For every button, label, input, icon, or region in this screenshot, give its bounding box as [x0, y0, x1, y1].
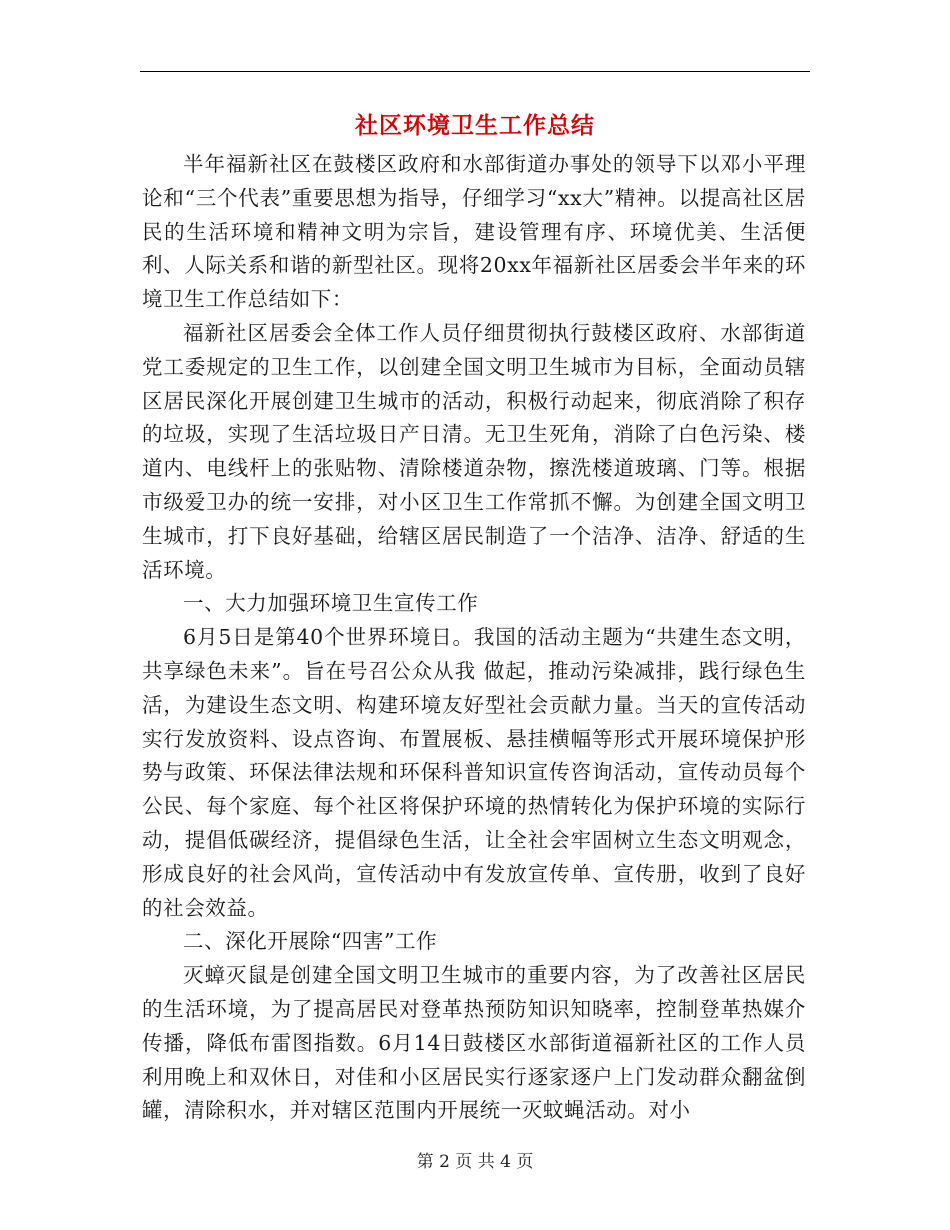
document-title: 社区环境卫生工作总结 — [355, 112, 595, 139]
page-number: 第 2 页 共 4 页 — [416, 1152, 534, 1172]
section-heading-publicity: 一、大力加强环境卫生宣传工作 — [183, 591, 479, 616]
header-rule — [140, 71, 810, 72]
section-heading-pests: 二、深化开展除“四害”工作 — [183, 929, 438, 954]
document-body — [142, 148, 806, 1128]
paragraph-intro: 半年福新社区在鼓楼区政府和水部街道办事处的领导下以邓小平理论和“三个代表”重要思想为指导，仔细学习“xx大”精神。以提高社区居民的生活环境和精神文明为宗旨，建设管理有序、环境优美、生活便利、人际关系和谐的新型社区。现将20xx年福新社区居委会半年来的环境卫生工作总结如下： — [142, 152, 806, 312]
paragraph-pests: 灭蟑灭鼠是创建全国文明卫生城市的重要内容，为了改善社区居民的生活环境，为了提高居民对登革热预防知识知晓率，控制登革热媒介传播，降低布雷图指数。6月14日鼓楼区水部街道福新社区的工作人员利用晚上和双休日，对佳和小区居民实行逐家逐户上门发动群众翻盆倒罐，清除积水，并对辖区范围内开展统一灭蚊蝇活动。对小 — [142, 963, 806, 1123]
paragraph-publicity: 6月5日是第40个世界环境日。我国的活动主题为“共建生态文明，共享绿色未来”。旨在号召公众从我 做起，推动污染减排，践行绿色生活，为建设生态文明、构建环境友好型社会贡献力量。当天的宣传活动实行发放资料、设点咨询、布置展板、悬挂横幅等形式开展环境保护形势与政策、环保法律法规和环保科普知识宣传咨询活动，宣传动员每个公民、每个家庭、每个社区将保护环境的热情转化为保护环境的实际行动，提倡低碳经济，提倡绿色生活，让全社会牢固树立生态文明观念，形成良好的社会风尚，宣传活动中有发放宣传单、宣传册，收到了良好的社会效益。 — [142, 625, 806, 920]
paragraph-overview: 福新社区居委会全体工作人员仔细贯彻执行鼓楼区政府、水部街道党工委规定的卫生工作，以创建全国文明卫生城市为目标，全面动员辖区居民深化开展创建卫生城市的活动，积极行动起来，彻底消除了积存的垃圾，实现了生活垃圾日产日清。无卫生死角，消除了白色污染、楼道内、电线杆上的张贴物、清除楼道杂物，擦洗楼道玻璃、门等。根据市级爱卫办的统一安排，对小区卫生工作常抓不懈。为创建全国文明卫生城市，打下良好基础，给辖区居民制造了一个洁净、洁净、舒适的生活环境。 — [142, 320, 806, 582]
